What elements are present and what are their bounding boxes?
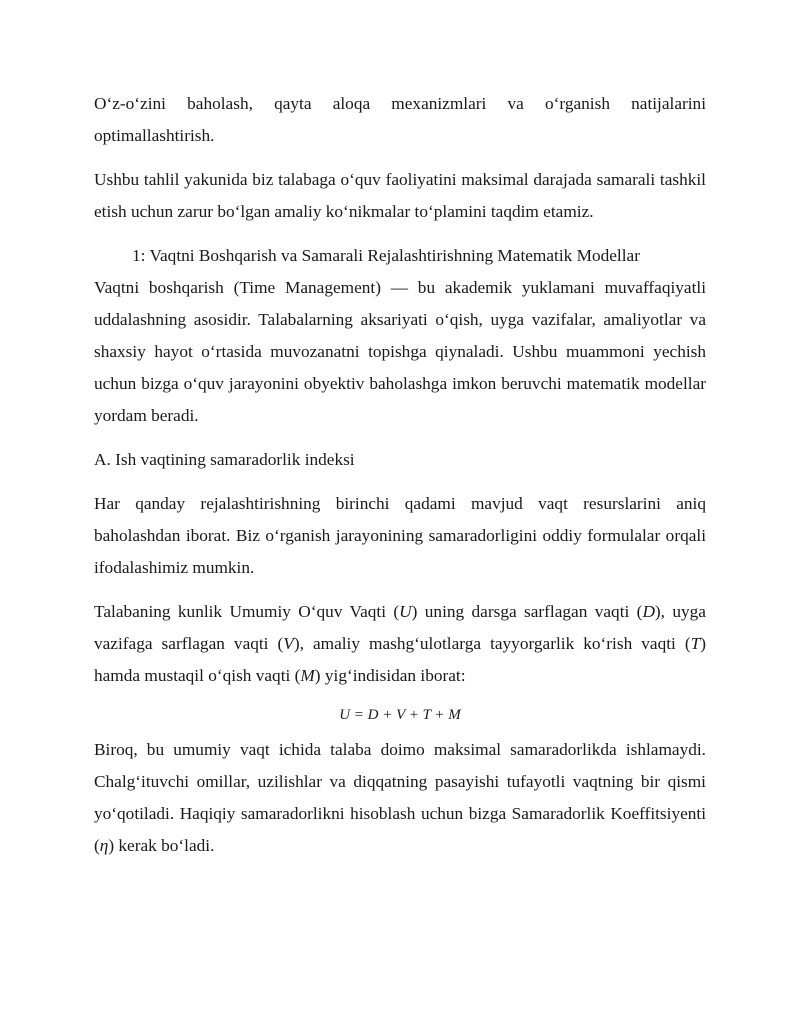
variable-t: T — [690, 634, 701, 653]
section-heading: 1: Vaqtni Boshqarish va Samarali Rejalashtirishning Matematik Modellar — [132, 246, 640, 265]
subheading-efficiency-index: A. Ish vaqtining samaradorlik indeksi — [94, 450, 355, 469]
variable-d: D — [642, 602, 655, 621]
paragraph-time-management: Vaqtni boshqarish (Time Management) — bu akademik yuklamani muvaffaqiyatli uddalashning asosidir. Talabalarning aksariyati o‘qish, uyga vazifalar, amaliyotlar va shaxsiy hayot o‘rtasida muvozanatni topishga qiynaladi. Ushbu muammoni yechish uchun bizga o‘quv jarayonini obyektiv baholashga imkon beruvchi matematik modellar yordam beradi. — [94, 278, 706, 425]
formula-total-time: U = D + V + T + M — [339, 707, 461, 723]
text-segment: ) hamda mustaqil o‘qish vaqti ( — [94, 634, 706, 685]
paragraph-total-study-time — [94, 596, 706, 692]
paragraph-efficiency-coefficient — [94, 734, 706, 862]
text-segment: ) uning darsga sarflagan vaqti ( — [411, 602, 643, 621]
text-segment: ) yig‘indisidan iborat: — [314, 666, 466, 685]
text-segment: Biroq, bu umumiy vaqt ichida talaba doimo maksimal samaradorlikda ishlamaydi. Chalg‘ituvchi omillar, uzilishlar va diqqatning pasayishi tufayotli vaqtning bir qismi yo‘qotiladi. Haqiqiy samaradorlikni hisoblash uchun bizga Samaradorlik Koeffitsiyenti ( — [94, 740, 706, 855]
text-segment: ), amaliy mashg‘ulotlarga tayyorgarlik ko‘rish vaqti ( — [293, 634, 691, 653]
variable-eta: η — [99, 836, 109, 855]
variable-m: M — [300, 666, 315, 685]
text-segment: ), uyga vazifaga sarflagan vaqti ( — [94, 602, 706, 653]
variable-v: V — [283, 634, 294, 653]
paragraph-conclusion-intro: Ushbu tahlil yakunida biz talabaga o‘quv faoliyatini maksimal darajada samarali tashkil etish uchun zarur bo‘lgan amaliy ko‘nikmalar to‘plamini taqdim etamiz. — [94, 170, 706, 221]
text-segment: ) kerak bo‘ladi. — [108, 836, 215, 855]
text-segment: Talabaning kunlik Umumiy O‘quv Vaqti ( — [94, 602, 400, 621]
paragraph-self-assessment: O‘z-o‘zini baholash, qayta aloqa mexanizmlari va o‘rganish natijalarini optimallashtirish. — [94, 94, 706, 145]
paragraph-planning: Har qanday rejalashtirishning birinchi qadami mavjud vaqt resurslarini aniq baholashdan iborat. Biz o‘rganish jarayonining samaradorligini oddiy formulalar orqali ifodalashimiz mumkin. — [94, 494, 706, 577]
document-page — [94, 88, 706, 862]
variable-u: U — [399, 602, 412, 621]
